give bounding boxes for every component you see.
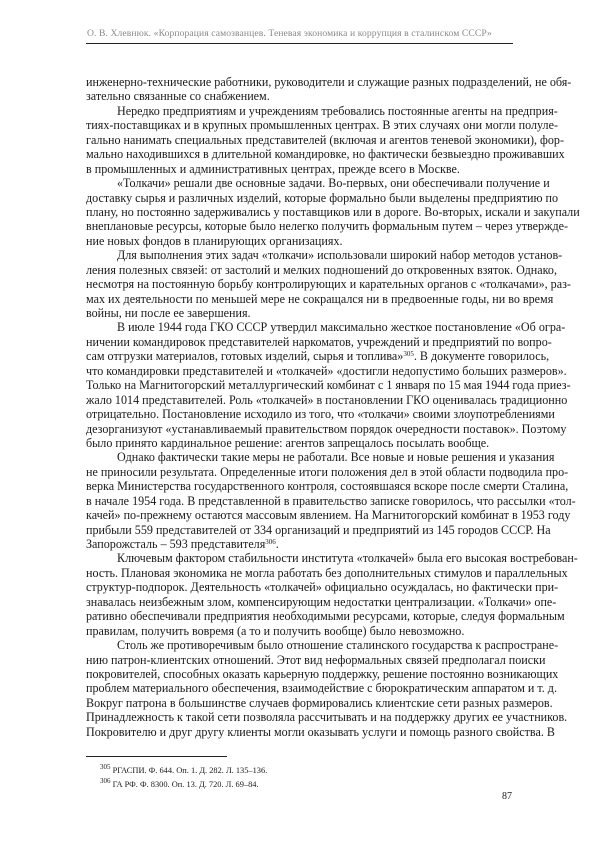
- line-text: .: [275, 537, 279, 551]
- line-text: ность. Плановая экономика не могла работать без дополнительных стимулов и параллельных: [86, 565, 568, 580]
- text-line: [86, 392, 568, 407]
- text-line: [86, 508, 571, 523]
- line-text: дезорганизуют «устанавливаемый правительством порядок очередности поставок». Поэтому: [86, 421, 567, 436]
- text-line: [86, 710, 568, 725]
- text-line: [86, 334, 552, 349]
- text-line: [86, 262, 557, 277]
- text-line: [86, 666, 559, 681]
- footnotes: [100, 764, 267, 792]
- footnote: [100, 764, 267, 778]
- text-line: [86, 493, 576, 508]
- line-text: Вокруг патрона в большинстве случаев формировались клиентские сети разных размеров.: [86, 695, 553, 710]
- line-text: несмотря на постоянную борьбу контролирующих и карательных органов с «толкачами», раз-: [86, 277, 571, 292]
- paragraph: [86, 75, 572, 104]
- text-line: [86, 609, 565, 624]
- footnote-number: 305: [100, 763, 111, 771]
- line-text: Однако фактически такие меры не работали. Все новые и новые решения и указания: [117, 450, 555, 465]
- footnote-text: РГАСПИ. Ф. 644. Оп. 1. Д. 282. Л. 135–136.: [112, 766, 268, 775]
- line-text: «Толкачи» решали две основные задачи. Во-первых, они обеспечивали получение и: [117, 176, 550, 191]
- line-text: покровителей, способных оказать карьерную поддержку, решение постоянно возникающих: [86, 666, 559, 681]
- text-line: [86, 291, 554, 306]
- line-text: сам отгрузки материалов, готовых изделий, сырья и топлива»: [86, 349, 404, 364]
- text-line: [86, 724, 555, 739]
- text-line: [86, 638, 559, 653]
- text-line: [86, 464, 569, 479]
- line-text: Ключевым фактором стабильности института «толкачей» была его высокая востребован-: [117, 551, 578, 566]
- paragraph: [86, 248, 571, 320]
- text-line: [86, 320, 566, 335]
- text-line: [86, 349, 550, 364]
- line-text: знавалась неизбежным злом, компенсирующим недостатки централизации. «Толкачи» опе-: [86, 594, 557, 609]
- text-line: [86, 378, 571, 393]
- text-line: [86, 479, 569, 494]
- line-text: инженерно-технические работники, руководители и служащие разных подразделений, не обя-: [86, 75, 572, 89]
- line-text: структур-подпорок. Деятельность «толкачей» официально осуждалась, но фактически при-: [86, 580, 559, 595]
- footnote-text: ГА РФ. Ф. 8300. Оп. 13. Д. 720. Л. 69–84.: [112, 780, 259, 789]
- line-text: ративно обеспечивали предприятия необходимыми ресурсами, которые, следуя формальным: [86, 609, 565, 624]
- line-text: верка Министерства государственного контроля, состоявшаяся вскоре после смерти Сталина,: [86, 479, 569, 494]
- line-text: было принято кардинальное решение: агентов запрещалось посылать вообще.: [86, 435, 490, 450]
- text-line: [86, 204, 580, 219]
- text-line: [86, 277, 571, 292]
- text-line: [86, 580, 559, 595]
- text-line: [86, 624, 513, 638]
- text-line: [86, 363, 567, 378]
- line-text: проблем материального обеспечения, взаимодействие с бюрократическим аппаратом и т. д.: [86, 681, 557, 696]
- text-line: [86, 118, 558, 133]
- text-line: [86, 103, 558, 118]
- line-text: Принадлежность к такой сети позволяла рассчитывать и на поддержку других ее участников.: [86, 710, 568, 725]
- footnote-rule: [86, 756, 227, 757]
- text-line: [86, 565, 568, 580]
- text-line: [86, 306, 513, 320]
- text-line: [86, 176, 550, 191]
- text-line: [86, 551, 578, 566]
- paragraph: [86, 638, 568, 739]
- paragraph: [86, 103, 565, 176]
- line-text: тиях-поставщиках и в крупных промышленных центрах. В этих случаях они могли полуле-: [86, 118, 558, 133]
- line-text: Запорожсталь – 593 представителя: [86, 537, 266, 551]
- text-line: [86, 436, 513, 450]
- line-text: внеплановые ресурсы, которые было нелегко получить формальным путем – через утвержде-: [86, 219, 568, 234]
- footnote: [100, 778, 267, 792]
- text-line: [86, 147, 565, 162]
- text-line: [86, 407, 555, 422]
- text-line: [86, 522, 551, 537]
- text-line: [86, 695, 553, 710]
- text-line: [86, 190, 559, 205]
- text-line: [86, 537, 513, 551]
- line-text: В июле 1944 года ГКО СССР утвердил максимально жесткое постановление «Об огра-: [117, 320, 566, 335]
- line-text: мах их деятельности по меньшей мере не сокращался ни в предвоенные годы, ни во время: [86, 291, 554, 306]
- line-text: качей» по-прежнему остаются массовым явлением. На Магнитогорский комбинат в 1953 году: [86, 508, 571, 523]
- line-text: Покровителю и друг другу клиенты могли оказывать услуги и помощь разного свойства. В: [86, 724, 555, 739]
- line-text: зательно связанные со снабжением.: [86, 89, 270, 104]
- line-text: не приносили результата. Определенные итоги положения дел в этой области подводила про-: [86, 464, 569, 479]
- line-text: что командировки представителей и «толкачей» «достигли недопустимо больших размеров».: [86, 363, 567, 378]
- line-text: жало 1014 представителей. Роль «толкачей» в постановлении ГКО оценивалась традиционно: [86, 392, 568, 407]
- line-text: доставку сырья и различных изделий, которые формально были выделены предприятию по: [86, 190, 559, 205]
- text-line: [86, 594, 557, 609]
- text-line: [86, 219, 568, 234]
- line-text: Только на Магнитогорский металлургический комбинат с 1 января по 15 мая 1944 года приез-: [86, 378, 571, 393]
- line-text: в начале 1954 года. В представленной в правительство записке говорилось, что рассылки «тол-: [86, 493, 576, 508]
- line-text: войны, ни после ее завершения.: [86, 306, 251, 320]
- line-text: гально нанимать специальных представителей (включая и агентов теневой экономики), фор-: [86, 132, 565, 147]
- line-text: правилам, получить вовремя (а то и получить вообще) было невозможно.: [86, 623, 465, 638]
- text-line: [86, 450, 555, 465]
- footnote-ref: 305: [403, 350, 414, 359]
- paragraph: [86, 176, 580, 248]
- paragraph: [86, 320, 571, 450]
- footnote-ref: 306: [265, 538, 276, 546]
- text-line: [86, 421, 567, 436]
- page-number: 87: [502, 791, 512, 802]
- paragraph: [86, 450, 576, 551]
- text-line: [86, 75, 572, 89]
- line-text: плану, но постоянно задерживались у поставщиков или в дороге. Во-вторых, искали и закупали: [86, 204, 580, 219]
- line-text: ления полезных связей: от застолий и мелких подношений до откровенных взяток. Однако,: [86, 262, 557, 277]
- line-text: нию патрон-клиентских отношений. Этот вид неформальных связей предполагал поиски: [86, 652, 546, 667]
- line-text: ние новых фондов в планирующих организациях.: [86, 233, 343, 248]
- running-head: О. В. Хлевнюк. «Корпорация самозванцев. Теневая экономика и коррупция в сталинском СССР»: [87, 28, 492, 39]
- text-line: [86, 132, 565, 147]
- line-text: ничении командировок представителей наркоматов, учреждений и предприятий по вопро-: [86, 334, 552, 349]
- text-line: [86, 162, 513, 176]
- paragraph: [86, 551, 578, 638]
- line-text: Для выполнения этих задач «толкачи» использовали широкий набор методов установ-: [117, 248, 563, 263]
- line-text: мально находившихся в длительной командировке, но фактически безвыездно проживавших: [86, 147, 565, 162]
- line-text: прибыли 559 представителей от 334 организаций и предприятий из 145 городов СССР. На: [86, 522, 551, 537]
- line-text: . В документе говорилось,: [413, 349, 550, 364]
- text-line: [86, 248, 563, 263]
- line-text: Нередко предприятиям и учреждениям требовались постоянные агенты на предприя-: [117, 103, 558, 118]
- text-line: [86, 89, 513, 103]
- text-line: [86, 652, 546, 667]
- text-line: [86, 681, 557, 696]
- body-text: [86, 75, 580, 739]
- footnote-number: 306: [100, 777, 111, 785]
- line-text: отрицательно. Постановление исходило из того, что «толкачи» своими злоупотреблениями: [86, 407, 555, 422]
- line-text: Столь же противоречивым было отношение сталинского государства к распростране-: [117, 638, 559, 653]
- header-rule: [86, 43, 513, 44]
- line-text: в промышленных и административных центрах, прежде всего в Москве.: [86, 161, 460, 176]
- text-line: [86, 234, 513, 248]
